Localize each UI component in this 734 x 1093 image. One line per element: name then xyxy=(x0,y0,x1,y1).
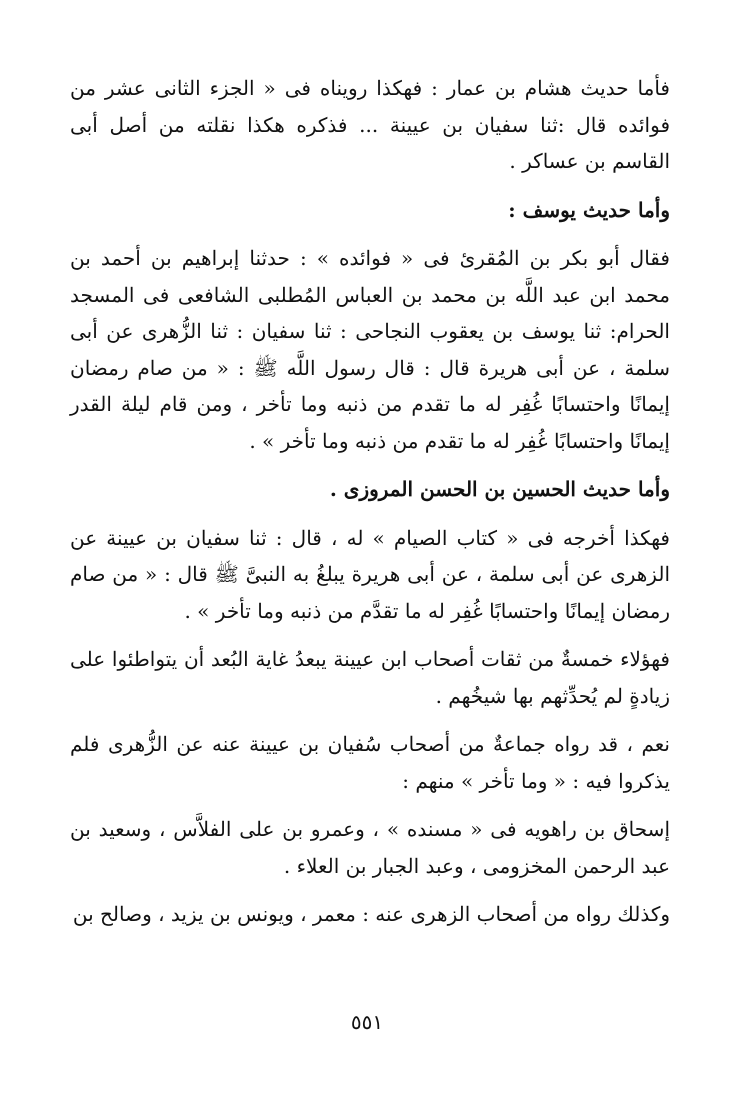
page-body xyxy=(70,70,670,1030)
page-number: ٥٥١ xyxy=(350,1010,384,1034)
paragraph-group-narrators: نعم ، قد رواه جماعةٌ من أصحاب سُفيان بن عيينة عنه عن الزُّهرى فلم يذكروا فيه : « وما تأخر » منهم : xyxy=(70,732,670,793)
paragraph-five-narrators: فهؤلاء خمسةٌ من ثقات أصحاب ابن عيينة يبعدُ غاية البُعد أن يتواطئوا على زيادةٍ لم يُحدِّثهم بها شيخُهم . xyxy=(70,647,670,708)
paragraph-zuhri-companions: وكذلك رواه من أصحاب الزهرى عنه : معمر ، ويونس بن يزيد ، وصالح بن xyxy=(72,902,670,926)
paragraph-kitab-siyam: فهكذا أخرجه فى « كتاب الصيام » له ، قال : ثنا سفيان بن عيينة عن الزهرى عن أبى سلمة ، عن أبى هريرة يبلغُ به النبىَّ ﷺ قال : « من صام رمضان إيمانًا واحتسابًا غُفِر له ما تقدَّم من ذنبه وما تأخر » . xyxy=(70,525,670,623)
heading-husayn: وأما حديث الحسين بن الحسن المروزى . xyxy=(329,477,670,501)
paragraph-ibn-muqri: فقال أبو بكر بن المُقرئ فى « فوائده » : حدثنا إبراهيم بن أحمد بن محمد ابن عبد اللَّه بن محمد بن العباس المُطلبى الشافعى فى المسجد الحرام: ثنا يوسف بن يعقوب النجاحى : ثنا سفيان : ثنا الزُّهرى عن أبى سلمة ، عن أبى هريرة قال : قال رسول اللَّه ﷺ : « من صام رمضان إيمانًا واحتسابًا غُفِر له ما تقدم من ذنبه وما تأخر ، ومن قام ليلة القدر إيمانًا واحتسابًا غُفِر له ما تقدم من ذنبه وما تأخر » . xyxy=(70,246,670,453)
paragraph-ishaq: إسحاق بن راهويه فى « مسنده » ، وعمرو بن على الفلاَّس ، وسعيد بن عبد الرحمن المخزومى ، وعبد الجبار بن العلاء . xyxy=(70,817,670,878)
heading-yusuf: وأما حديث يوسف : xyxy=(508,197,670,222)
paragraph-hisham: فأما حديث هشام بن عمار : فهكذا رويناه فى « الجزء الثانى عشر من فوائده قال :ثنا سفيان بن عيينة ... فذكره هكذا نقلته من أصل أبى القاسم بن عساكر . xyxy=(70,76,670,173)
